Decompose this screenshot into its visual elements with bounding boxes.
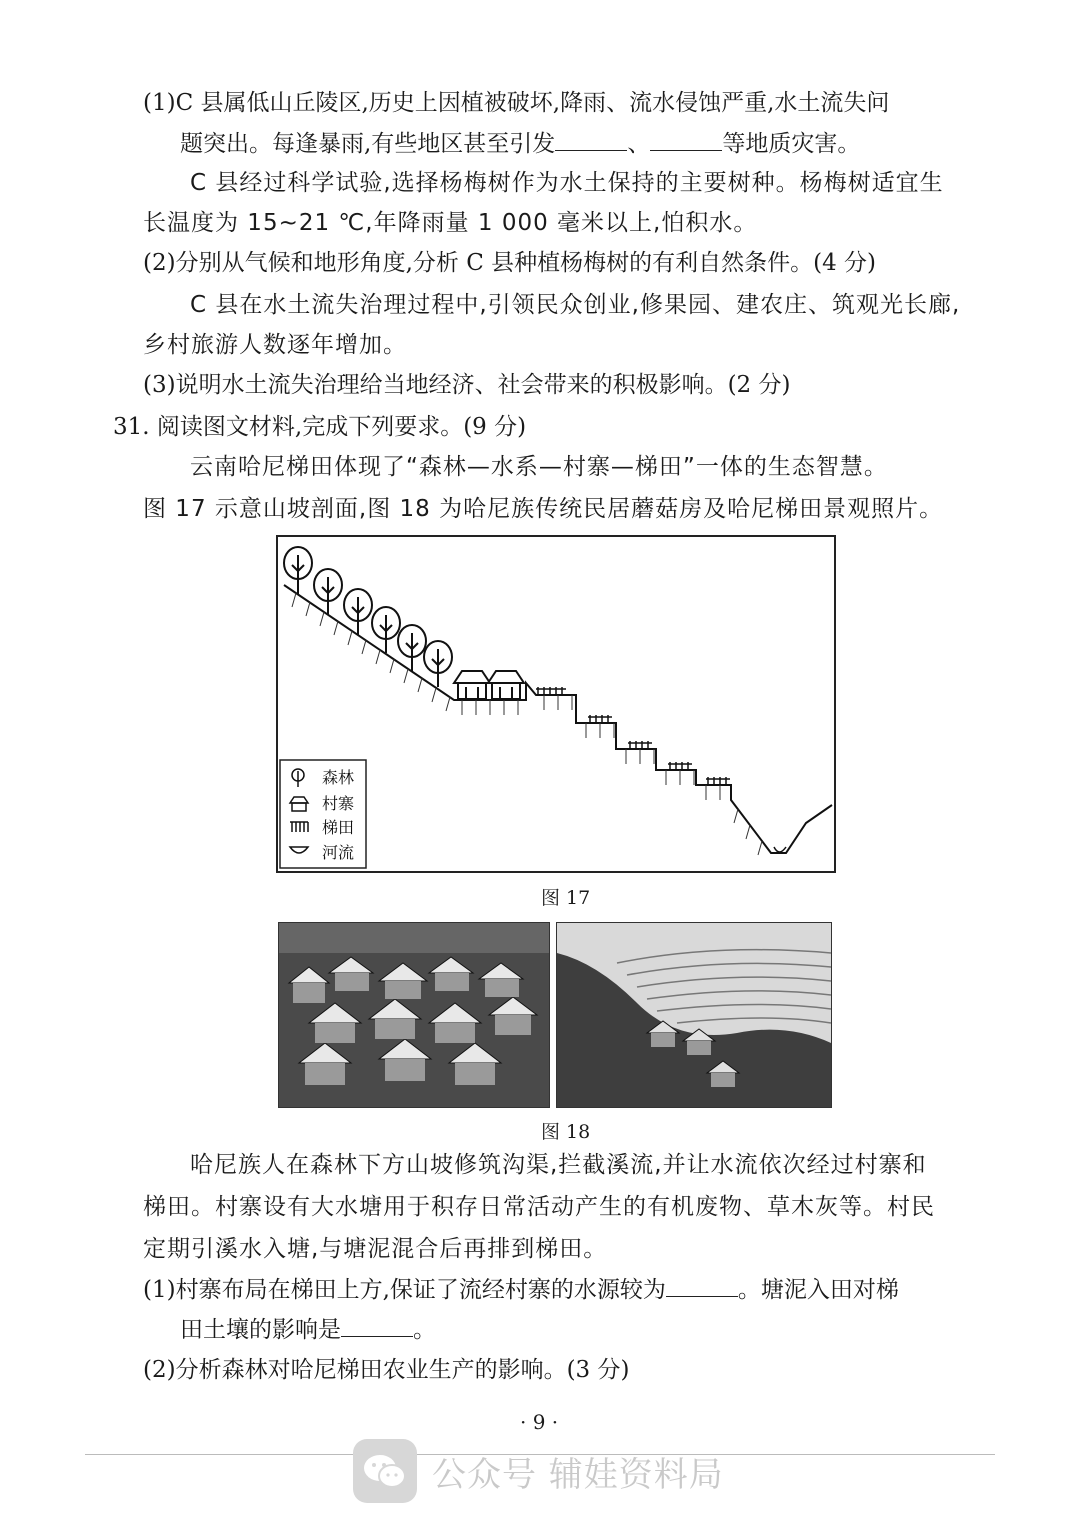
q31-part1-line2 — [180, 1314, 436, 1345]
photo-mushroom-houses — [278, 922, 550, 1108]
wechat-icon — [352, 1438, 418, 1504]
q30-material1-line2: 长温度为 15~21 ℃,年降雨量 1 000 毫米以上,怕积水。 — [143, 210, 758, 236]
q31-part1-text-c: 田土壤的影响是 — [180, 1317, 341, 1343]
figure-17-caption: 图 17 — [541, 887, 591, 909]
q30-part1-text-a: 题突出。每逢暴雨,有些地区甚至引发 — [180, 131, 556, 157]
legend-terrace: 梯田 — [322, 818, 355, 837]
q30-part1-line1: (1)C 县属低山丘陵区,历史上因植被破坏,降雨、流水侵蚀严重,水土流失问 — [143, 90, 890, 116]
q31-part1-text-d: 。 — [413, 1317, 436, 1343]
legend-village: 村寨 — [322, 794, 355, 813]
q30-material2-line1: C 县在水土流失治理过程中,引领民众创业,修果园、建农庄、筑观光长廊, — [190, 292, 961, 318]
watermark-text: 公众号 辅娃资料局 — [432, 1454, 724, 1495]
house — [488, 671, 524, 699]
figure-18-caption: 图 18 — [541, 1121, 591, 1143]
answer-blank[interactable] — [666, 1274, 738, 1297]
answer-blank[interactable] — [341, 1314, 413, 1337]
q30-part3: (3)说明水土流失治理给当地经济、社会带来的积极影响。(2 分) — [143, 372, 791, 398]
q30-part1-sep: 、 — [627, 131, 651, 157]
q30-part1-text-b: 等地质灾害。 — [722, 131, 861, 157]
figure-17-slope-profile — [276, 535, 836, 873]
q31-material2-line1: 哈尼族人在森林下方山坡修筑沟渠,拦截溪流,并让水流依次经过村寨和 — [190, 1152, 927, 1178]
q31-part1-line1 — [143, 1274, 899, 1305]
q30-part1-line2 — [180, 128, 860, 159]
q30-material1-line1: C 县经过科学试验,选择杨梅树作为水土保持的主要树种。杨梅树适宜生 — [190, 170, 944, 196]
page-number: · 9 · — [520, 1410, 559, 1434]
house — [454, 671, 490, 699]
answer-blank[interactable] — [555, 128, 627, 151]
legend-forest: 森林 — [322, 768, 355, 787]
q31-part1-text-b: 。塘泥入田对梯 — [737, 1277, 899, 1303]
q31-material1-line1: 云南哈尼梯田体现了“森林—水系—村寨—梯田”一体的生态智慧。 — [190, 454, 888, 480]
answer-blank[interactable] — [650, 128, 722, 151]
q31-material1-line2: 图 17 示意山坡剖面,图 18 为哈尼族传统民居蘑菇房及哈尼梯田景观照片。 — [143, 496, 944, 522]
slope-profile-diagram — [276, 535, 836, 873]
q31-material2-line3: 定期引溪水入塘,与塘泥混合后再排到梯田。 — [143, 1236, 608, 1262]
q30-material2-line2: 乡村旅游人数逐年增加。 — [143, 332, 407, 358]
watermark — [352, 1438, 724, 1504]
legend-river: 河流 — [322, 843, 355, 862]
q31-part1-text-a: (1)村寨布局在梯田上方,保证了流经村寨的水源较为 — [143, 1277, 666, 1303]
q31-part2: (2)分析森林对哈尼梯田农业生产的影响。(3 分) — [143, 1357, 630, 1383]
photo-hani-terraces — [556, 922, 832, 1108]
q30-part2: (2)分别从气候和地形角度,分析 C 县种植杨梅树的有利自然条件。(4 分) — [143, 250, 877, 276]
legend — [280, 760, 366, 868]
q31-heading: 31. 阅读图文材料,完成下列要求。(9 分) — [113, 414, 527, 440]
q31-material2-line2: 梯田。村寨设有大水塘用于积存日常活动产生的有机废物、草木灰等。村民 — [143, 1194, 935, 1220]
